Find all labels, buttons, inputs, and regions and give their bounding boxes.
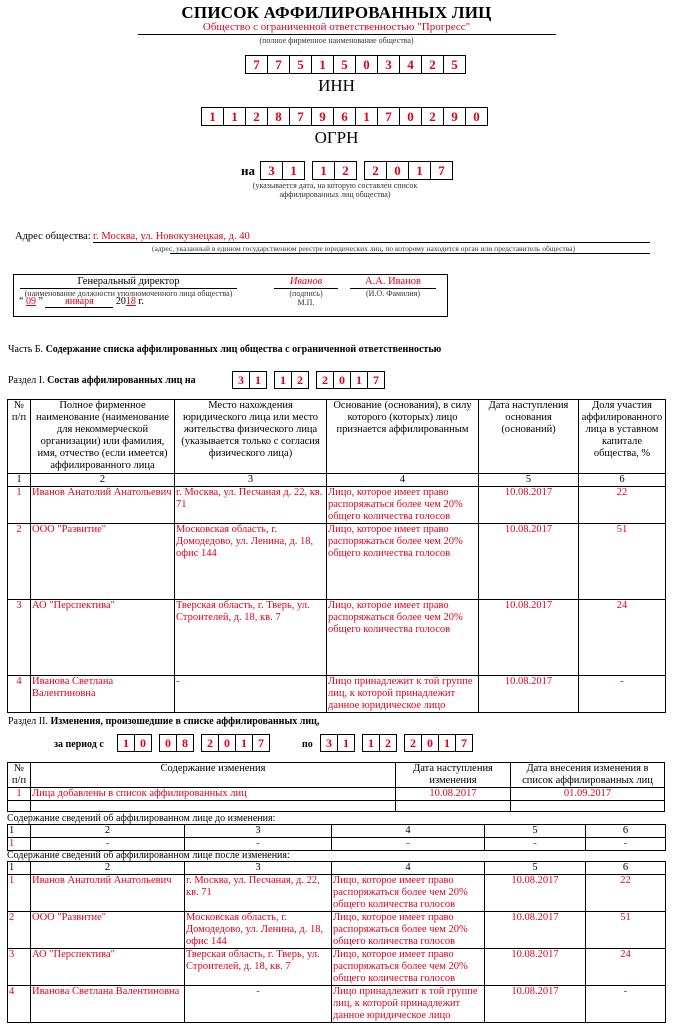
company-name-caption: (полное фирменное наименование общества) bbox=[259, 36, 414, 45]
table-row bbox=[8, 986, 666, 1023]
list-date-boxes bbox=[261, 161, 453, 180]
section-1-title: Состав аффилированных лиц на bbox=[47, 375, 196, 386]
part-b-heading bbox=[8, 344, 441, 355]
cell-name: Иванов Анатолий Анатольевич bbox=[31, 487, 175, 524]
ogrn-digit: 2 bbox=[421, 107, 444, 126]
column-number-row bbox=[8, 474, 666, 487]
to-day-digit: 1 bbox=[337, 734, 355, 752]
section-2-prefix: Раздел II. bbox=[8, 716, 48, 727]
to-year-digit: 1 bbox=[438, 734, 456, 752]
cell-num: 3 bbox=[8, 949, 31, 986]
signature-year-prefix: 20 bbox=[115, 296, 126, 307]
to-month-digit: 1 bbox=[362, 734, 380, 752]
column-number: 2 bbox=[31, 825, 185, 838]
column-number: 6 bbox=[586, 862, 666, 875]
column-header: № п/п bbox=[8, 763, 31, 788]
year-digit: 0 bbox=[386, 161, 409, 180]
cell-date: 10.08.2017 bbox=[479, 600, 579, 676]
cell-location: Тверская область, г. Тверь, ул. Строителей, д. 18, кв. 7 bbox=[185, 949, 332, 986]
ogrn-digit: 7 bbox=[289, 107, 312, 126]
column-header: № п/п bbox=[8, 400, 31, 474]
ogrn-digit: 2 bbox=[245, 107, 268, 126]
table-row bbox=[8, 949, 666, 986]
cell-basis: Лицо, которое имеет право распоряжаться более чем 20% общего количества голосов bbox=[327, 524, 479, 600]
sign-caption: (подпись) bbox=[289, 289, 323, 298]
address-label: Адрес общества: bbox=[15, 231, 91, 242]
column-number-row bbox=[8, 825, 666, 838]
cell-basis: Лицо принадлежит к той группе лиц, к которой принадлежит данное юридическое лицо bbox=[332, 986, 485, 1023]
column-number: 1 bbox=[8, 862, 31, 875]
before-change-label: Содержание сведений об аффилированном лице до изменения: bbox=[7, 813, 276, 824]
cell-num: 1 bbox=[8, 838, 31, 851]
month-digit: 2 bbox=[291, 371, 309, 389]
document-title: СПИСОК АФФИЛИРОВАННЫХ ЛИЦ bbox=[181, 3, 492, 22]
cell-basis: Лицо, которое имеет право распоряжаться более чем 20% общего количества голосов bbox=[327, 600, 479, 676]
cell-location: Московская область, г. Домодедово, ул. Ленина, д. 18, офис 144 bbox=[175, 524, 327, 600]
cell-basis: Лицо, которое имеет право распоряжаться более чем 20% общего количества голосов bbox=[332, 912, 485, 949]
year-digit: 2 bbox=[316, 371, 334, 389]
table-row bbox=[8, 524, 666, 600]
inn-boxes bbox=[246, 55, 466, 74]
month-digit: 1 bbox=[274, 371, 292, 389]
cell-share: 51 bbox=[579, 524, 666, 600]
name-caption: (И.О. Фамилия) bbox=[365, 289, 421, 298]
from-year-digit: 2 bbox=[201, 734, 219, 752]
signatory-position: Генеральный директор bbox=[77, 276, 180, 287]
table-row bbox=[8, 487, 666, 524]
after-change-label: Содержание сведений об аффилированном лице после изменения: bbox=[7, 850, 290, 861]
period-to-boxes bbox=[321, 734, 473, 752]
column-number: 3 bbox=[185, 825, 332, 838]
signature-month: января bbox=[45, 297, 113, 308]
ogrn-digit: 7 bbox=[377, 107, 400, 126]
signature-sign: Иванов bbox=[289, 276, 323, 287]
cell-share: 24 bbox=[586, 949, 666, 986]
cell-name: Иванов Анатолий Анатольевич bbox=[31, 875, 185, 912]
cell-name: Иванова Светлана Валентиновна bbox=[31, 986, 185, 1023]
address-caption: (адрес, указанный в едином государственном реестре юридических лиц, по которому находится орган или представитель общества) bbox=[152, 244, 575, 253]
stamp-label: М.П. bbox=[297, 298, 315, 307]
date-caption-line-2: аффилированных лиц общества) bbox=[279, 190, 391, 199]
ogrn-digit: 1 bbox=[223, 107, 246, 126]
address-value: г. Москва, ул. Новокузнецкая, д. 40 bbox=[93, 231, 250, 242]
inn-digit: 5 bbox=[289, 55, 312, 74]
inn-digit: 4 bbox=[399, 55, 422, 74]
cell-share: 22 bbox=[579, 487, 666, 524]
column-number: 1 bbox=[8, 474, 31, 487]
ogrn-digit: 6 bbox=[333, 107, 356, 126]
cell-share: - bbox=[586, 838, 666, 851]
table-row bbox=[8, 600, 666, 676]
column-header: Дата внесения изменения в список аффилированных лиц bbox=[511, 763, 665, 788]
to-month-digit: 2 bbox=[379, 734, 397, 752]
part-b-prefix: Часть Б. bbox=[8, 344, 44, 355]
cell-share: 51 bbox=[586, 912, 666, 949]
column-header: Полное фирменное наименование (наименование для некоммерческой организации) или фамилия, имя, отчество (если имеется) аффилированного лица bbox=[31, 400, 175, 474]
before-change-table bbox=[7, 824, 666, 851]
ogrn-digit: 8 bbox=[267, 107, 290, 126]
column-number: 6 bbox=[579, 474, 666, 487]
cell-num: 1 bbox=[8, 487, 31, 524]
cell-basis: Лицо, которое имеет право распоряжаться более чем 20% общего количества голосов bbox=[327, 487, 479, 524]
column-header: Дата наступления основания (оснований) bbox=[479, 400, 579, 474]
cell-location: - bbox=[185, 986, 332, 1023]
company-name-underline bbox=[138, 34, 556, 35]
table-row bbox=[8, 875, 666, 912]
day-digit: 3 bbox=[232, 371, 250, 389]
period-label: за период с bbox=[54, 739, 104, 750]
from-year-digit: 1 bbox=[235, 734, 253, 752]
cell-name: АО "Перспектива" bbox=[31, 949, 185, 986]
header-row bbox=[8, 763, 665, 788]
empty-cell bbox=[8, 801, 31, 812]
table-row bbox=[8, 912, 666, 949]
quote-close: ” bbox=[38, 296, 43, 307]
section-1-prefix: Раздел I. bbox=[8, 375, 45, 386]
inn-digit: 5 bbox=[443, 55, 466, 74]
cell-share: - bbox=[579, 676, 666, 713]
year-digit: 1 bbox=[408, 161, 431, 180]
address-underline bbox=[93, 242, 650, 243]
empty-cell bbox=[31, 801, 396, 812]
ogrn-digit: 0 bbox=[465, 107, 488, 126]
ogrn-digit: 1 bbox=[355, 107, 378, 126]
ogrn-digit: 0 bbox=[399, 107, 422, 126]
cell-name: Иванова Светлана Валентиновна bbox=[31, 676, 175, 713]
to-day-digit: 3 bbox=[320, 734, 338, 752]
column-number: 4 bbox=[332, 862, 485, 875]
cell-date: 10.08.2017 bbox=[485, 949, 586, 986]
cell-location: г. Москва, ул. Песчаная, д. 22, кв. 71 bbox=[185, 875, 332, 912]
day-digit: 1 bbox=[249, 371, 267, 389]
from-year-digit: 7 bbox=[252, 734, 270, 752]
empty-row bbox=[8, 801, 665, 812]
part-b-title: Содержание списка аффилированных лиц общества с ограниченной ответственностью bbox=[45, 344, 442, 355]
table-row bbox=[8, 788, 665, 801]
cell-name: - bbox=[31, 838, 185, 851]
after-change-table bbox=[7, 861, 666, 1023]
table-row bbox=[8, 676, 666, 713]
ogrn-digit: 1 bbox=[201, 107, 224, 126]
ogrn-digit: 9 bbox=[443, 107, 466, 126]
signature-date bbox=[19, 296, 144, 308]
position-caption: (наименование должности уполномоченного лица общества) bbox=[24, 289, 233, 298]
inn-digit: 1 bbox=[311, 55, 334, 74]
cell-date_event: 10.08.2017 bbox=[396, 788, 511, 801]
column-number: 5 bbox=[485, 862, 586, 875]
period-from-boxes bbox=[118, 734, 270, 752]
date-caption-line-1: (указывается дата, на которую составлен список bbox=[252, 181, 418, 190]
column-header: Дата наступления изменения bbox=[396, 763, 511, 788]
column-number: 3 bbox=[185, 862, 332, 875]
cell-basis: Лицо, которое имеет право распоряжаться более чем 20% общего количества голосов bbox=[332, 875, 485, 912]
empty-cell bbox=[396, 801, 511, 812]
cell-num: 4 bbox=[8, 986, 31, 1023]
column-header: Основание (основания), в силу которого (которых) лицо признается аффилированным bbox=[327, 400, 479, 474]
empty-cell bbox=[511, 801, 665, 812]
year-digit: 7 bbox=[367, 371, 385, 389]
column-number: 5 bbox=[485, 825, 586, 838]
column-header: Доля участия аффилированного лица в уставном капитале общества, % bbox=[579, 400, 666, 474]
address-caption-underline bbox=[170, 253, 650, 254]
to-year-digit: 2 bbox=[404, 734, 422, 752]
cell-name: ООО "Развитие" bbox=[31, 912, 185, 949]
table-row bbox=[8, 838, 666, 851]
cell-num: 1 bbox=[8, 875, 31, 912]
cell-basis: Лицо принадлежит к той группе лиц, к которой принадлежит данное юридическое лицо bbox=[327, 676, 479, 713]
column-number: 5 bbox=[479, 474, 579, 487]
signatory-name: А.А. Иванов bbox=[365, 276, 421, 287]
column-number: 4 bbox=[332, 825, 485, 838]
section-2-heading bbox=[8, 716, 319, 727]
cell-share: 24 bbox=[579, 600, 666, 676]
column-number: 2 bbox=[31, 474, 175, 487]
cell-num: 2 bbox=[8, 524, 31, 600]
ogrn-label: ОГРН bbox=[314, 128, 359, 147]
cell-location: Московская область, г. Домодедово, ул. Ленина, д. 18, офис 144 bbox=[185, 912, 332, 949]
signature-year-suffix: г. bbox=[138, 296, 144, 307]
cell-date: - bbox=[485, 838, 586, 851]
cell-location: - bbox=[185, 838, 332, 851]
cell-content: Лица добавлены в список аффилированных лиц bbox=[31, 788, 396, 801]
cell-num: 1 bbox=[8, 788, 31, 801]
cell-name: ООО "Развитие" bbox=[31, 524, 175, 600]
to-year-digit: 0 bbox=[421, 734, 439, 752]
cell-date_entry: 01.09.2017 bbox=[511, 788, 665, 801]
from-month-digit: 0 bbox=[159, 734, 177, 752]
column-number-row bbox=[8, 862, 666, 875]
cell-location: Тверская область, г. Тверь, ул. Строителей, д. 18, кв. 7 bbox=[175, 600, 327, 676]
ogrn-boxes bbox=[202, 107, 488, 126]
column-number: 6 bbox=[586, 825, 666, 838]
from-year-digit: 0 bbox=[218, 734, 236, 752]
cell-date: 10.08.2017 bbox=[485, 912, 586, 949]
inn-digit: 5 bbox=[333, 55, 356, 74]
quote-open: “ bbox=[19, 296, 24, 307]
column-header: Место нахождения юридического лица или место жительства физического лица (указывается только с согласия физического лица) bbox=[175, 400, 327, 474]
to-year-digit: 7 bbox=[455, 734, 473, 752]
day-digit: 3 bbox=[260, 161, 283, 180]
header-row bbox=[8, 400, 666, 474]
cell-name: АО "Перспектива" bbox=[31, 600, 175, 676]
ogrn-digit: 9 bbox=[311, 107, 334, 126]
cell-location: - bbox=[175, 676, 327, 713]
from-month-digit: 8 bbox=[176, 734, 194, 752]
year-digit: 2 bbox=[364, 161, 387, 180]
cell-date: 10.08.2017 bbox=[485, 875, 586, 912]
section-1-heading bbox=[8, 375, 196, 386]
cell-basis: - bbox=[332, 838, 485, 851]
cell-share: 22 bbox=[586, 875, 666, 912]
inn-digit: 7 bbox=[267, 55, 290, 74]
signature-year: 18 bbox=[125, 296, 136, 307]
column-number: 4 bbox=[327, 474, 479, 487]
cell-num: 2 bbox=[8, 912, 31, 949]
section-1-date-boxes bbox=[233, 371, 385, 389]
month-digit: 2 bbox=[334, 161, 357, 180]
year-digit: 0 bbox=[333, 371, 351, 389]
from-day-digit: 0 bbox=[134, 734, 152, 752]
year-digit: 7 bbox=[430, 161, 453, 180]
section-2-title: Изменения, произошедшие в списке аффилированных лиц, bbox=[50, 716, 320, 727]
date-caption bbox=[200, 181, 470, 199]
cell-date: 10.08.2017 bbox=[479, 676, 579, 713]
day-digit: 1 bbox=[282, 161, 305, 180]
cell-share: - bbox=[586, 986, 666, 1023]
inn-digit: 0 bbox=[355, 55, 378, 74]
column-number: 1 bbox=[8, 825, 31, 838]
period-to-label: по bbox=[302, 739, 313, 750]
month-digit: 1 bbox=[312, 161, 335, 180]
signature-day: 09 bbox=[25, 296, 36, 307]
from-day-digit: 1 bbox=[117, 734, 135, 752]
changes-table bbox=[7, 762, 665, 812]
inn-digit: 3 bbox=[377, 55, 400, 74]
inn-label: ИНН bbox=[318, 76, 355, 95]
cell-num: 4 bbox=[8, 676, 31, 713]
column-number: 2 bbox=[31, 862, 185, 875]
cell-date: 10.08.2017 bbox=[479, 487, 579, 524]
column-header: Содержание изменения bbox=[31, 763, 396, 788]
affiliates-table bbox=[7, 399, 666, 713]
inn-digit: 7 bbox=[245, 55, 268, 74]
year-digit: 1 bbox=[350, 371, 368, 389]
inn-digit: 2 bbox=[421, 55, 444, 74]
company-name: Общество с ограниченной ответственностью "Прогресс" bbox=[202, 21, 471, 33]
column-number: 3 bbox=[175, 474, 327, 487]
cell-date: 10.08.2017 bbox=[479, 524, 579, 600]
cell-num: 3 bbox=[8, 600, 31, 676]
cell-date: 10.08.2017 bbox=[485, 986, 586, 1023]
date-prefix: на bbox=[241, 163, 255, 178]
cell-location: г. Москва, ул. Песчаная д. 22, кв. 71 bbox=[175, 487, 327, 524]
cell-basis: Лицо, которое имеет право распоряжаться более чем 20% общего количества голосов bbox=[332, 949, 485, 986]
